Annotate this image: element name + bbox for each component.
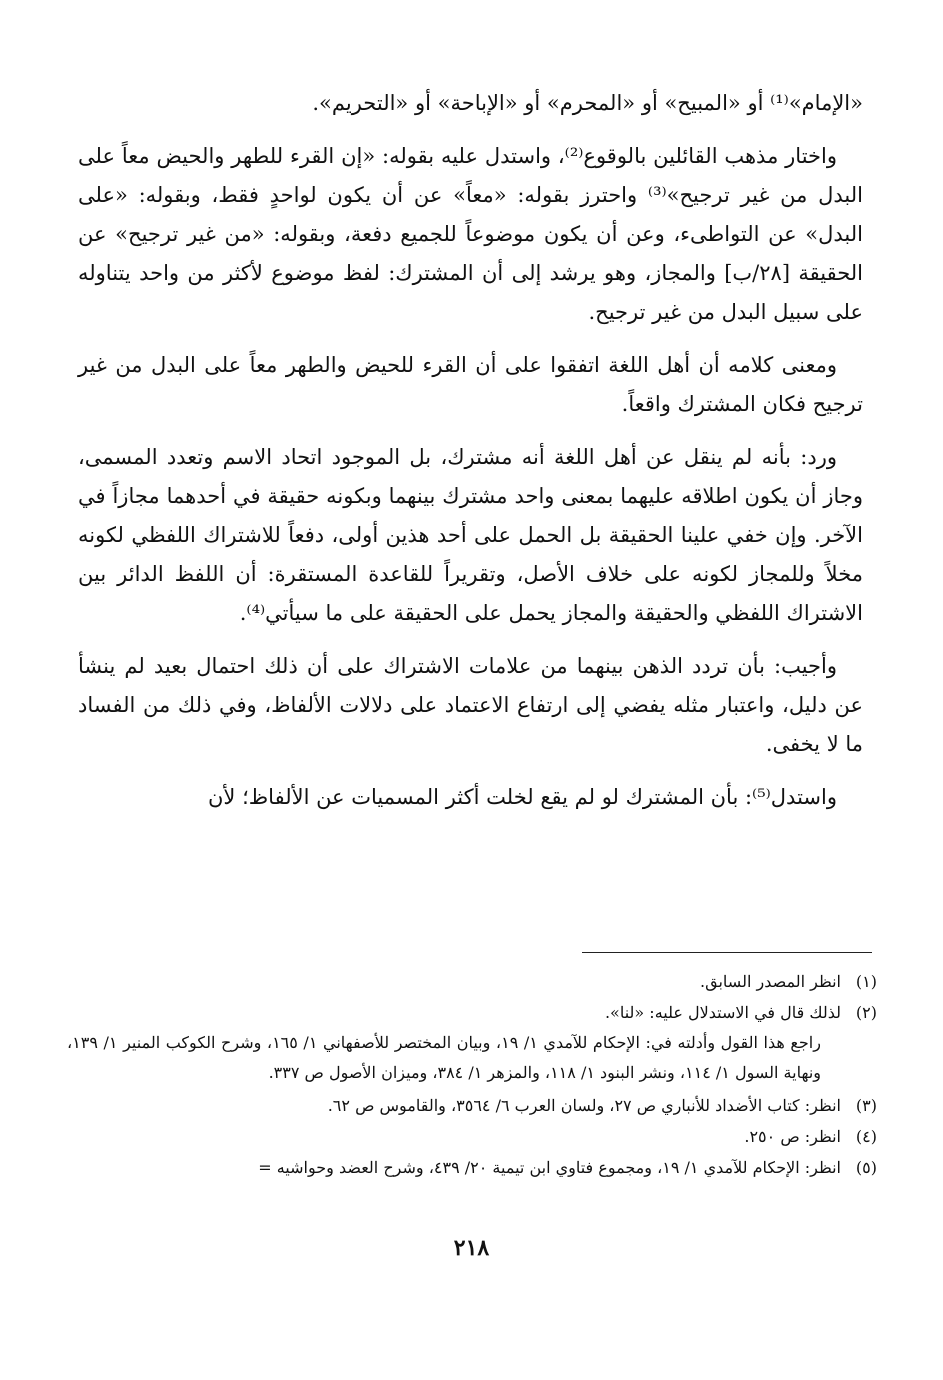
footnote-text: لذلك قال في الاستدلال عليه: «لنا». bbox=[604, 1003, 841, 1022]
paragraph-3: ومعنى كلامه أن أهل اللغة اتفقوا على أن القرء للحيض والطهر معاً على البدل من غير ترجيح فكان المشترك واقعاً. bbox=[78, 353, 863, 416]
footnote-5 bbox=[67, 1152, 877, 1183]
footnote-2-continuation: راجع هذا القول وأدلته في: الإحكام للآمدي ١/ ١٩، وبيان المختصر للأصفهاني ١/ ١٦٥، وشرح الكوكب المنير ١/ ١٣٩، ونهاية السول ١/ ١١٤، ونشر البنود ١/ ١١٨، والمزهر ١/ ٣٨٤، وميزان الأصول ص ٣٣٧. bbox=[67, 1033, 821, 1082]
footnote-divider bbox=[582, 952, 872, 953]
footnote-number: (٢) bbox=[855, 1003, 877, 1022]
main-text bbox=[78, 84, 863, 831]
footnote-number: (٤) bbox=[855, 1127, 877, 1146]
page-number: ٢١٨ bbox=[453, 1235, 490, 1261]
footnotes bbox=[67, 966, 877, 1183]
footnote-number: (٥) bbox=[855, 1158, 877, 1177]
paragraph-2: واختار مذهب القائلين بالوقوع⁽²⁾، واستدل عليه بقوله: «إن القرء للطهر والحيض معاً على البدل من غير ترجيح»⁽³⁾ واحترز بقوله: «معاً» عن أن يكون لواحدٍ فقط، وبقوله: «على البدل» عن التواطىء، وعن أن يكون موضوعاً للجميع دفعة، وبقوله: «من غير ترجيح» عن الحقيقة [٢٨/ب] والمجاز، وهو يرشد إلى أن المشترك: لفظ موضوع لأكثر من واحد يتناوله على سبيل البدل من غير ترجيح. bbox=[78, 144, 863, 324]
footnote-text: انظر: ص ٢٥٠. bbox=[744, 1127, 841, 1146]
footnote-number: (٣) bbox=[855, 1096, 877, 1115]
paragraph-6: واستدل⁽⁵⁾: بأن المشترك لو لم يقع لخلت أكثر المسميات عن الألفاظ؛ لأن bbox=[208, 785, 837, 809]
footnote-3 bbox=[67, 1090, 877, 1121]
footnote-2 bbox=[67, 997, 877, 1028]
footnote-1 bbox=[67, 966, 877, 997]
footnote-text: انظر: كتاب الأضداد للأنباري ص ٢٧، ولسان العرب ٦/ ٣٥٦٤، والقاموس ص ٦٢. bbox=[327, 1096, 841, 1115]
footnote-4 bbox=[67, 1121, 877, 1152]
footnote-text: انظر المصدر السابق. bbox=[700, 972, 841, 991]
paragraph-5: وأجيب: بأن تردد الذهن بينهما من علامات الاشتراك على أن ذلك احتمال بعيد لم ينشأ عن دليل، واعتبار مثله يفضي إلى ارتفاع الاعتماد على دلالات الألفاظ، وفي ذلك من الفساد ما لا يخفى. bbox=[78, 654, 863, 756]
footnote-number: (١) bbox=[855, 972, 877, 991]
paragraph-1: «الإمام»⁽¹⁾ أو «المبيح» أو «المحرم» أو «الإباحة» أو «التحريم». bbox=[312, 91, 863, 115]
paragraph-4: ورد: بأنه لم ينقل عن أهل اللغة أنه مشترك، بل الموجود اتحاد الاسم وتعدد المسمى، وجاز أن يكون اطلاقه عليهما بمعنى واحد مشترك بينهما وبكونه حقيقة في أحدهما مجازاً في الآخر. وإن خفي علينا الحقيقة بل الحمل على أحد هذين أولى، دفعاً للاشتراك اللفظي لكونه مخلاً وللمجاز لكونه على خلاف الأصل، وتقريراً للقاعدة المستقرة: أن اللفظ الدائر بين الاشتراك اللفظي والحقيقة والمجاز يحمل على الحقيقة على ما سيأتي⁽⁴⁾. bbox=[78, 445, 863, 625]
footnote-text: انظر: الإحكام للآمدي ١/ ١٩، ومجموع فتاوي ابن تيمية ٢٠/ ٤٣٩، وشرح العضد وحواشيه = bbox=[258, 1158, 841, 1177]
